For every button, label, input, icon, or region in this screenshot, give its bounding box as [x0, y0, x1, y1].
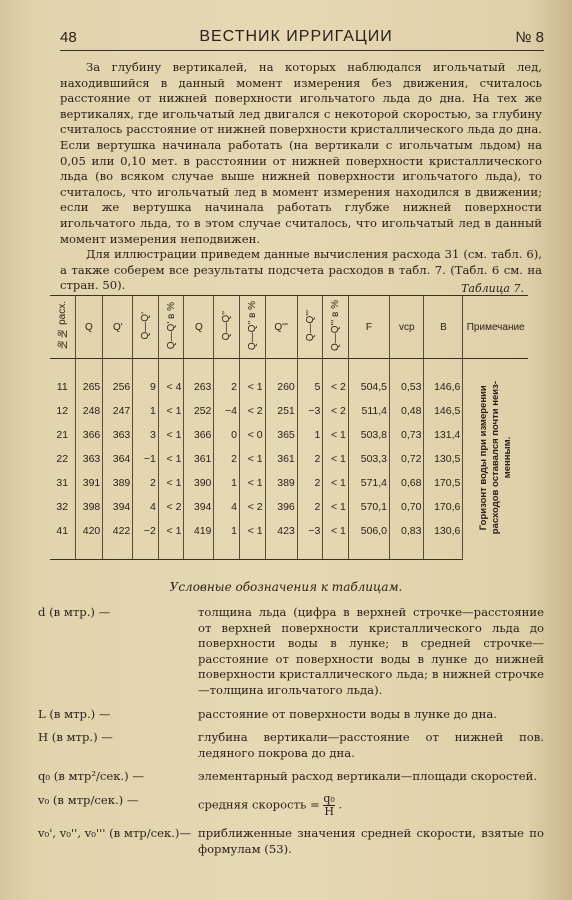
col-header: Q'	[112, 321, 123, 333]
table-cell: −2	[133, 519, 159, 560]
table-cell: 170,6	[424, 495, 463, 519]
table-cell: < 1	[323, 471, 349, 495]
table-cell: < 1	[323, 423, 349, 447]
table-cell: 503,8	[348, 423, 389, 447]
table-cell: 146,6	[424, 375, 463, 399]
table-cell: 422	[103, 519, 133, 560]
table-cell: 511,4	[348, 399, 389, 423]
table-row	[50, 471, 528, 495]
table-cell: 22	[56, 453, 69, 465]
table-cell: 2	[297, 471, 323, 495]
legend-title: Условные обозначения к таблицам.	[169, 580, 403, 594]
table-cell: 3	[133, 423, 159, 447]
table-cell: 366	[184, 423, 214, 447]
table-cell: < 2	[323, 399, 349, 423]
col-header: №№ расх.	[56, 301, 68, 350]
table-cell: 247	[103, 399, 133, 423]
table-cell: < 0	[239, 423, 265, 447]
table-cell: < 2	[323, 375, 349, 399]
table-cell: 390	[184, 471, 214, 495]
table-cell: < 1	[323, 519, 349, 560]
table-cell: 251	[265, 399, 297, 423]
table-cell: 131,4	[424, 423, 463, 447]
table-cell: 5	[297, 375, 323, 399]
table-cell: 248	[75, 399, 103, 423]
table-cell: < 1	[323, 447, 349, 471]
table-cell: 0,53	[390, 375, 424, 399]
table-cell: 146,5	[424, 399, 463, 423]
table-cell: 389	[103, 471, 133, 495]
legend-item	[38, 826, 544, 857]
table-cell: 0	[214, 423, 240, 447]
table-cell: 2	[297, 447, 323, 471]
body-text	[60, 60, 542, 294]
col-header: Q	[195, 321, 203, 333]
table-cell: 389	[265, 471, 297, 495]
table-cell: 2	[297, 495, 323, 519]
table-row	[50, 399, 528, 423]
page-header	[60, 24, 544, 51]
data-table	[50, 295, 528, 565]
table-cell: 263	[184, 375, 214, 399]
table-cell: 503,3	[348, 447, 389, 471]
table-cell: < 2	[239, 495, 265, 519]
table-cell: < 1	[158, 423, 184, 447]
table-cell: 361	[265, 447, 297, 471]
table-cell: 21	[56, 429, 69, 441]
legend-term: d (в мтр.) —	[38, 605, 111, 619]
table-cell: < 1	[239, 519, 265, 560]
table-cell: 365	[265, 423, 297, 447]
legend-item	[38, 793, 544, 818]
legend-definition: толщина льда (цифра в верхней строчке—расстояние от верхней поверхности кристаллического льда до поверхности воды в лунке; в средней строчке—расстояние от поверхности воды в лунке до нижней поверхности кристаллического льда; в нижней строчке—толщина игольчатого льда).	[198, 605, 544, 697]
col-header: Q—Q''' в %	[330, 299, 342, 352]
remark-cell	[463, 359, 528, 560]
table-row	[50, 519, 528, 560]
table-row	[50, 495, 528, 519]
table-cell: < 1	[158, 471, 184, 495]
legend-definition: приближенные значения средней скорости, взятые по формулам (53).	[198, 825, 544, 856]
table-cell: < 2	[158, 495, 184, 519]
journal-title: ВЕСТНИК ИРРИГАЦИИ	[199, 28, 393, 45]
col-header: Q—Q'' в %	[246, 300, 258, 351]
table-cell: 252	[184, 399, 214, 423]
table-cell: 4	[214, 495, 240, 519]
table-cell: 1	[297, 423, 323, 447]
table-cell: 506,0	[348, 519, 389, 560]
table-cell: < 1	[158, 399, 184, 423]
col-header: B	[440, 321, 447, 333]
table-cell: < 2	[239, 399, 265, 423]
remark-text: Горизонт воды при измерении расходов оставался почти неиз- менным.	[477, 381, 513, 535]
col-header: Q'''	[274, 321, 288, 333]
table-cell: 1	[214, 519, 240, 560]
table-cell: 391	[75, 471, 103, 495]
table-cell: 0,73	[390, 423, 424, 447]
table-cell: 0,70	[390, 495, 424, 519]
table-cell: 1	[133, 399, 159, 423]
legend-term: L (в мтр.) —	[38, 706, 111, 721]
legend-item	[38, 769, 544, 785]
table-cell: 420	[75, 519, 103, 560]
table-cell: −3	[297, 519, 323, 560]
legend-item	[38, 605, 544, 699]
paragraph: Для иллюстрации приведем данные вычисления расхода 31 (см. табл. 6), а также соберем все результаты подсчета расходов в табл. 7. (Табл. 6 см. на стран. 50).	[60, 247, 542, 293]
table-cell: 423	[265, 519, 297, 560]
formula-fraction: $\frac{\text{q₀}}{H}$	[323, 791, 335, 818]
table-cell: < 1	[158, 447, 184, 471]
table-cell: 130,5	[424, 447, 463, 471]
table-cell: 394	[103, 495, 133, 519]
table-header-row	[50, 296, 528, 359]
table-cell: 12	[56, 405, 69, 417]
table-cell: 130,6	[424, 519, 463, 560]
legend	[38, 605, 544, 865]
table-cell: 363	[103, 423, 133, 447]
col-header: Примечание	[466, 321, 525, 333]
legend-term: v₀', v₀'', v₀''' (в мтр/сек.)—	[38, 825, 192, 840]
table-cell: 11	[56, 381, 68, 393]
table-cell: 2	[133, 471, 159, 495]
legend-definition: глубина вертикали—расстояние от нижней пов. ледяного покрова до дна.	[198, 730, 544, 760]
col-header: vср	[398, 321, 415, 333]
legend-term: v₀ (в мтр/сек.) —	[38, 792, 139, 807]
table-cell: 394	[184, 495, 214, 519]
col-header: Q	[85, 321, 93, 333]
table-cell: 364	[103, 447, 133, 471]
table-cell: < 1	[239, 375, 265, 399]
table-cell: 0,72	[390, 447, 424, 471]
legend-item	[38, 707, 544, 723]
table-cell: < 1	[323, 495, 349, 519]
legend-definition: расстояние от поверхности воды в лунке до дна.	[198, 706, 497, 721]
col-header: Q—Q'	[140, 311, 152, 340]
table-cell: 31	[56, 477, 69, 489]
table-cell: < 1	[158, 519, 184, 560]
table-cell: 0,68	[390, 471, 424, 495]
table-cell: 4	[133, 495, 159, 519]
table-cell: 260	[265, 375, 297, 399]
table-caption: Таблица 7.	[461, 282, 524, 295]
table-cell: 571,4	[348, 471, 389, 495]
table-cell: 1	[214, 471, 240, 495]
table-cell: < 4	[158, 375, 184, 399]
table-cell: 170,5	[424, 471, 463, 495]
table-cell: 419	[184, 519, 214, 560]
table-cell: 361	[184, 447, 214, 471]
col-header: Q—Q'''	[304, 309, 316, 342]
table-cell: 32	[56, 501, 69, 513]
table-cell: 396	[265, 495, 297, 519]
col-header: Q—Q''	[221, 310, 233, 341]
issue-number: № 8	[515, 28, 544, 46]
table-cell: 570,1	[348, 495, 389, 519]
table-cell: 366	[75, 423, 103, 447]
paragraph: За глубину вертикалей, на которых наблюдался игольчатый лед, находившийся в данный момент измерения без движения, считалось расстояние от нижней поверхности игольчатого льда до дна. На тех же вертикалях, где игольчатый лед двигался с некоторой скоростью, за глубину считалось расстояние от нижней поверхности кристаллического льда до дна. Если вертушка начинала работать (на вертикали с игольчатым льдом) на 0,05 или 0,10 мет. в расстоянии от нижней поверхности кристаллического льда (во всяком случае выше нижней поверхности игольчатого льда), то считалось, что игольчатый лед в момент измерения находился в движении; если же вертушка начинала работать глубже нижней поверхности игольчатого льда, то в этом случае считалось, что игольчатый лед в данный момент измерения неподвижен.	[60, 60, 542, 246]
table-cell: 9	[133, 375, 159, 399]
col-header: F	[365, 321, 372, 333]
legend-definition: средняя скорость = $\frac{\text{q₀}}{H}$ .	[198, 791, 343, 818]
table-cell: −4	[214, 399, 240, 423]
legend-definition: элементарный расход вертикали—площади скоростей.	[198, 769, 538, 784]
col-header: Q—Q' в %	[165, 301, 177, 350]
table-row	[50, 375, 528, 399]
table-cell: 0,83	[390, 519, 424, 560]
page-number: 48	[60, 28, 77, 46]
table-row	[50, 423, 528, 447]
table-cell: 41	[50, 519, 75, 560]
table-cell: 2	[214, 447, 240, 471]
legend-item	[38, 730, 544, 761]
table-cell: 0,48	[390, 399, 424, 423]
table-row	[50, 447, 528, 471]
table-cell: 265	[75, 375, 103, 399]
table-cell: −1	[133, 447, 159, 471]
table-cell: 256	[103, 375, 133, 399]
table-cell: −3	[297, 399, 323, 423]
table-cell: < 1	[239, 447, 265, 471]
table-cell: 2	[214, 375, 240, 399]
table-cell: 504,5	[348, 375, 389, 399]
table-cell: 398	[75, 495, 103, 519]
legend-term: H (в мтр.) —	[38, 730, 113, 745]
legend-term: q₀ (в мтр²/сек.) —	[38, 769, 144, 784]
table-cell: < 1	[239, 471, 265, 495]
table-cell: 363	[75, 447, 103, 471]
